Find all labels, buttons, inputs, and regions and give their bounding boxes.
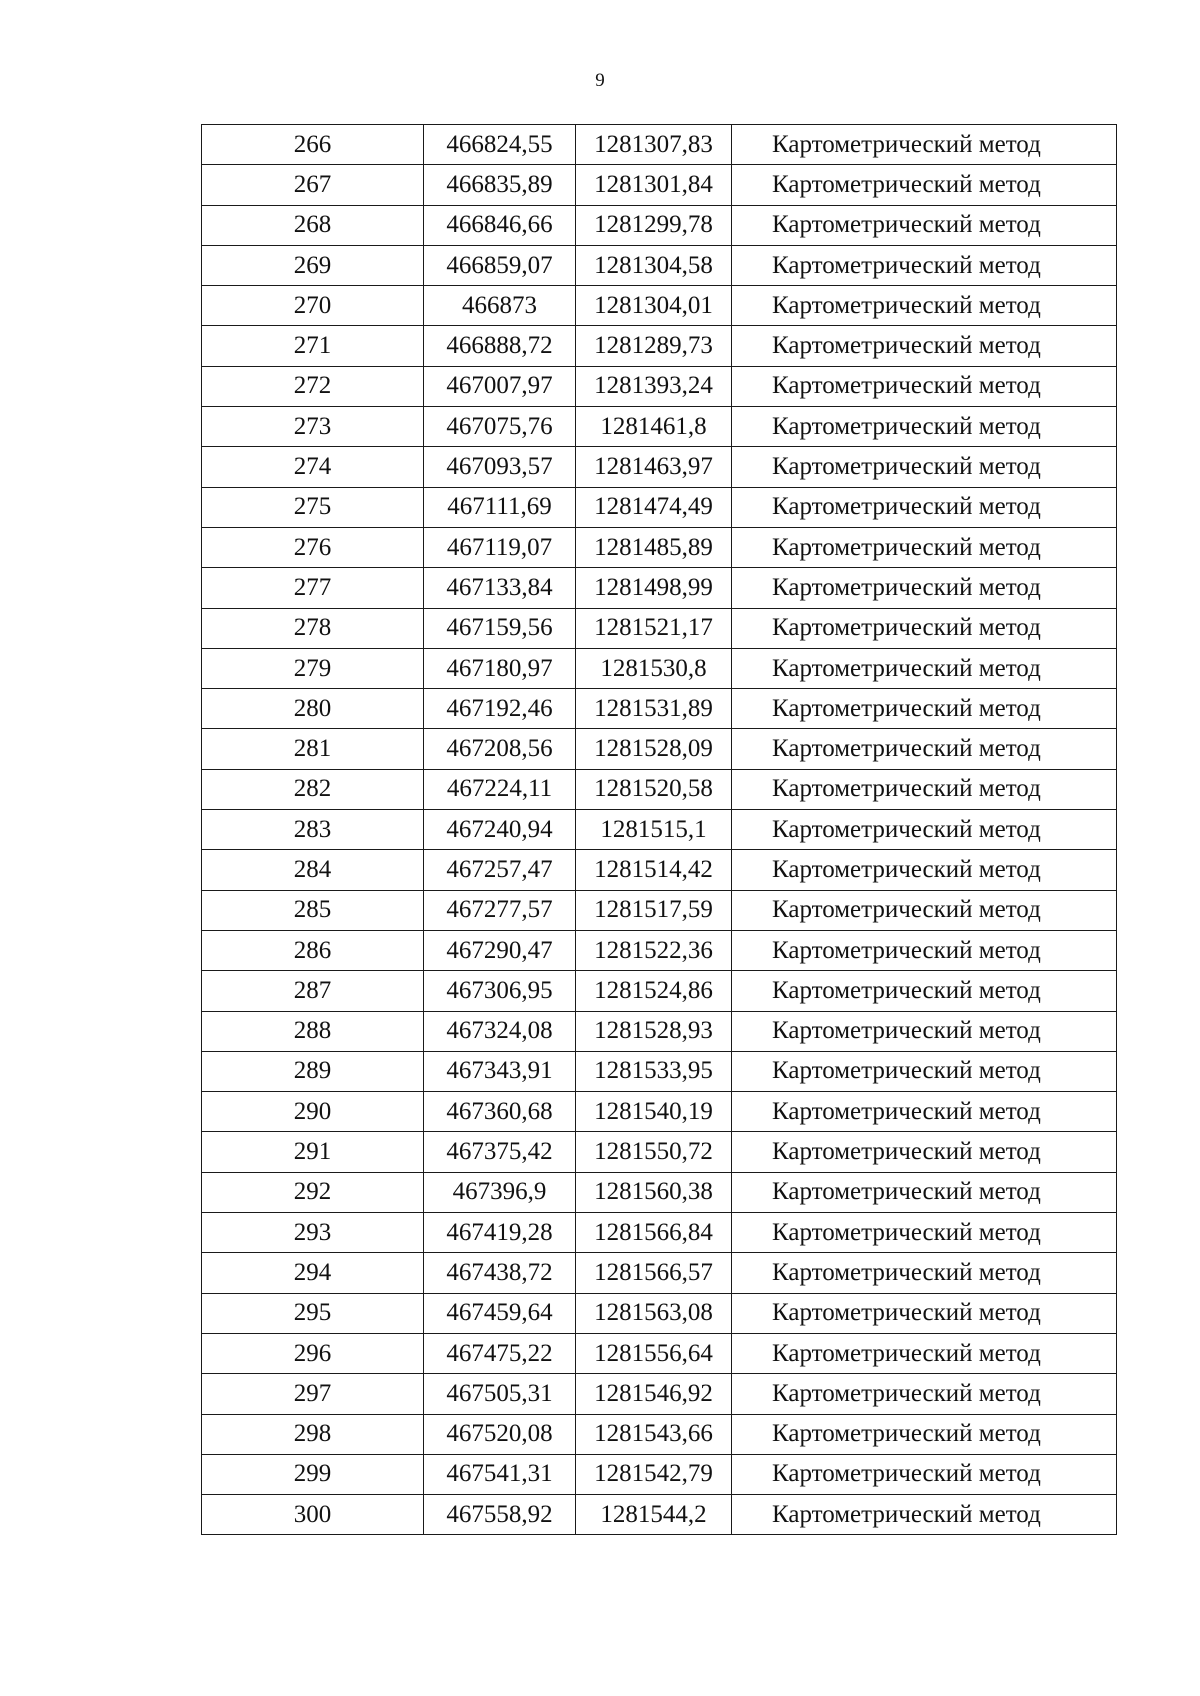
y-coordinate-cell: 1281533,95	[576, 1051, 732, 1091]
y-coordinate-cell: 1281563,08	[576, 1293, 732, 1333]
point-number-cell: 285	[202, 890, 424, 930]
point-number-cell: 271	[202, 326, 424, 366]
y-coordinate-cell: 1281515,1	[576, 810, 732, 850]
y-coordinate-cell: 1281528,93	[576, 1011, 732, 1051]
method-cell: Картометрический метод	[732, 286, 1117, 326]
point-number-cell: 270	[202, 286, 424, 326]
table-row	[202, 366, 1117, 406]
y-coordinate-cell: 1281461,8	[576, 407, 732, 447]
point-number-cell: 292	[202, 1172, 424, 1212]
x-coordinate-cell: 467541,31	[424, 1454, 576, 1494]
y-coordinate-cell: 1281521,17	[576, 608, 732, 648]
method-cell: Картометрический метод	[732, 165, 1117, 205]
x-coordinate-cell: 467224,11	[424, 769, 576, 809]
table-row	[202, 1454, 1117, 1494]
method-cell: Картометрический метод	[732, 487, 1117, 527]
point-number-cell: 277	[202, 568, 424, 608]
point-number-cell: 284	[202, 850, 424, 890]
table-row	[202, 165, 1117, 205]
x-coordinate-cell: 467375,42	[424, 1132, 576, 1172]
table-row	[202, 125, 1117, 165]
x-coordinate-cell: 467075,76	[424, 407, 576, 447]
table-row	[202, 487, 1117, 527]
x-coordinate-cell: 467159,56	[424, 608, 576, 648]
table-row	[202, 1132, 1117, 1172]
table-row	[202, 1011, 1117, 1051]
x-coordinate-cell: 467180,97	[424, 648, 576, 688]
x-coordinate-cell: 467396,9	[424, 1172, 576, 1212]
x-coordinate-cell: 467520,08	[424, 1414, 576, 1454]
method-cell: Картометрический метод	[732, 1374, 1117, 1414]
table-row	[202, 930, 1117, 970]
page-number: 9	[595, 70, 605, 91]
x-coordinate-cell: 466824,55	[424, 125, 576, 165]
table-row	[202, 568, 1117, 608]
x-coordinate-cell: 467475,22	[424, 1333, 576, 1373]
point-number-cell: 295	[202, 1293, 424, 1333]
x-coordinate-cell: 467306,95	[424, 971, 576, 1011]
point-number-cell: 299	[202, 1454, 424, 1494]
table-row	[202, 205, 1117, 245]
y-coordinate-cell: 1281522,36	[576, 930, 732, 970]
y-coordinate-cell: 1281544,2	[576, 1495, 732, 1535]
y-coordinate-cell: 1281514,42	[576, 850, 732, 890]
method-cell: Картометрический метод	[732, 1454, 1117, 1494]
table-row	[202, 326, 1117, 366]
y-coordinate-cell: 1281289,73	[576, 326, 732, 366]
table-row	[202, 608, 1117, 648]
point-number-cell: 272	[202, 366, 424, 406]
table-row	[202, 1051, 1117, 1091]
y-coordinate-cell: 1281530,8	[576, 648, 732, 688]
table-row	[202, 769, 1117, 809]
y-coordinate-cell: 1281542,79	[576, 1454, 732, 1494]
x-coordinate-cell: 467324,08	[424, 1011, 576, 1051]
y-coordinate-cell: 1281556,64	[576, 1333, 732, 1373]
x-coordinate-cell: 467119,07	[424, 527, 576, 567]
point-number-cell: 274	[202, 447, 424, 487]
method-cell: Картометрический метод	[732, 1011, 1117, 1051]
point-number-cell: 287	[202, 971, 424, 1011]
point-number-cell: 294	[202, 1253, 424, 1293]
x-coordinate-cell: 467360,68	[424, 1092, 576, 1132]
point-number-cell: 289	[202, 1051, 424, 1091]
table-row	[202, 527, 1117, 567]
x-coordinate-cell: 467111,69	[424, 487, 576, 527]
point-number-cell: 267	[202, 165, 424, 205]
point-number-cell: 291	[202, 1132, 424, 1172]
method-cell: Картометрический метод	[732, 326, 1117, 366]
y-coordinate-cell: 1281546,92	[576, 1374, 732, 1414]
table-row	[202, 286, 1117, 326]
method-cell: Картометрический метод	[732, 1213, 1117, 1253]
table-row	[202, 729, 1117, 769]
y-coordinate-cell: 1281531,89	[576, 689, 732, 729]
x-coordinate-cell: 467419,28	[424, 1213, 576, 1253]
y-coordinate-cell: 1281540,19	[576, 1092, 732, 1132]
point-number-cell: 300	[202, 1495, 424, 1535]
x-coordinate-cell: 467459,64	[424, 1293, 576, 1333]
table-row	[202, 407, 1117, 447]
y-coordinate-cell: 1281520,58	[576, 769, 732, 809]
method-cell: Картометрический метод	[732, 729, 1117, 769]
point-number-cell: 280	[202, 689, 424, 729]
y-coordinate-cell: 1281304,58	[576, 245, 732, 285]
point-number-cell: 296	[202, 1333, 424, 1373]
table-row	[202, 890, 1117, 930]
method-cell: Картометрический метод	[732, 1333, 1117, 1373]
point-number-cell: 293	[202, 1213, 424, 1253]
x-coordinate-cell: 467558,92	[424, 1495, 576, 1535]
table-row	[202, 648, 1117, 688]
y-coordinate-cell: 1281498,99	[576, 568, 732, 608]
y-coordinate-cell: 1281528,09	[576, 729, 732, 769]
x-coordinate-cell: 467277,57	[424, 890, 576, 930]
y-coordinate-cell: 1281550,72	[576, 1132, 732, 1172]
point-number-cell: 278	[202, 608, 424, 648]
y-coordinate-cell: 1281517,59	[576, 890, 732, 930]
coordinates-table-body	[202, 125, 1117, 1535]
y-coordinate-cell: 1281307,83	[576, 125, 732, 165]
y-coordinate-cell: 1281566,84	[576, 1213, 732, 1253]
method-cell: Картометрический метод	[732, 1253, 1117, 1293]
point-number-cell: 290	[202, 1092, 424, 1132]
table-row	[202, 971, 1117, 1011]
x-coordinate-cell: 467240,94	[424, 810, 576, 850]
table-row	[202, 1293, 1117, 1333]
method-cell: Картометрический метод	[732, 205, 1117, 245]
x-coordinate-cell: 467133,84	[424, 568, 576, 608]
method-cell: Картометрический метод	[732, 366, 1117, 406]
x-coordinate-cell: 467093,57	[424, 447, 576, 487]
point-number-cell: 268	[202, 205, 424, 245]
y-coordinate-cell: 1281485,89	[576, 527, 732, 567]
method-cell: Картометрический метод	[732, 769, 1117, 809]
y-coordinate-cell: 1281304,01	[576, 286, 732, 326]
y-coordinate-cell: 1281566,57	[576, 1253, 732, 1293]
table-row	[202, 1495, 1117, 1535]
y-coordinate-cell: 1281299,78	[576, 205, 732, 245]
table-row	[202, 1172, 1117, 1212]
point-number-cell: 286	[202, 930, 424, 970]
table-row	[202, 1414, 1117, 1454]
table-row	[202, 1374, 1117, 1414]
point-number-cell: 276	[202, 527, 424, 567]
method-cell: Картометрический метод	[732, 527, 1117, 567]
table-row	[202, 447, 1117, 487]
method-cell: Картометрический метод	[732, 447, 1117, 487]
coordinates-table	[201, 124, 1117, 1535]
method-cell: Картометрический метод	[732, 407, 1117, 447]
x-coordinate-cell: 467290,47	[424, 930, 576, 970]
point-number-cell: 279	[202, 648, 424, 688]
method-cell: Картометрический метод	[732, 608, 1117, 648]
x-coordinate-cell: 466859,07	[424, 245, 576, 285]
method-cell: Картометрический метод	[732, 245, 1117, 285]
x-coordinate-cell: 467208,56	[424, 729, 576, 769]
method-cell: Картометрический метод	[732, 568, 1117, 608]
y-coordinate-cell: 1281301,84	[576, 165, 732, 205]
point-number-cell: 298	[202, 1414, 424, 1454]
point-number-cell: 283	[202, 810, 424, 850]
table-row	[202, 689, 1117, 729]
point-number-cell: 269	[202, 245, 424, 285]
point-number-cell: 282	[202, 769, 424, 809]
method-cell: Картометрический метод	[732, 850, 1117, 890]
method-cell: Картометрический метод	[732, 1293, 1117, 1333]
x-coordinate-cell: 467505,31	[424, 1374, 576, 1414]
x-coordinate-cell: 467192,46	[424, 689, 576, 729]
method-cell: Картометрический метод	[732, 1132, 1117, 1172]
table-row	[202, 1092, 1117, 1132]
table-row	[202, 1253, 1117, 1293]
x-coordinate-cell: 466873	[424, 286, 576, 326]
method-cell: Картометрический метод	[732, 1495, 1117, 1535]
x-coordinate-cell: 466835,89	[424, 165, 576, 205]
method-cell: Картометрический метод	[732, 890, 1117, 930]
table-row	[202, 810, 1117, 850]
x-coordinate-cell: 467257,47	[424, 850, 576, 890]
x-coordinate-cell: 467007,97	[424, 366, 576, 406]
method-cell: Картометрический метод	[732, 689, 1117, 729]
table-row	[202, 1333, 1117, 1373]
x-coordinate-cell: 466846,66	[424, 205, 576, 245]
method-cell: Картометрический метод	[732, 1051, 1117, 1091]
table-row	[202, 1213, 1117, 1253]
x-coordinate-cell: 467343,91	[424, 1051, 576, 1091]
y-coordinate-cell: 1281560,38	[576, 1172, 732, 1212]
method-cell: Картометрический метод	[732, 648, 1117, 688]
y-coordinate-cell: 1281463,97	[576, 447, 732, 487]
x-coordinate-cell: 466888,72	[424, 326, 576, 366]
method-cell: Картометрический метод	[732, 810, 1117, 850]
y-coordinate-cell: 1281543,66	[576, 1414, 732, 1454]
point-number-cell: 273	[202, 407, 424, 447]
point-number-cell: 266	[202, 125, 424, 165]
y-coordinate-cell: 1281393,24	[576, 366, 732, 406]
method-cell: Картометрический метод	[732, 930, 1117, 970]
method-cell: Картометрический метод	[732, 1414, 1117, 1454]
method-cell: Картометрический метод	[732, 1172, 1117, 1212]
table-row	[202, 245, 1117, 285]
method-cell: Картометрический метод	[732, 971, 1117, 1011]
y-coordinate-cell: 1281524,86	[576, 971, 732, 1011]
point-number-cell: 275	[202, 487, 424, 527]
point-number-cell: 281	[202, 729, 424, 769]
method-cell: Картометрический метод	[732, 125, 1117, 165]
x-coordinate-cell: 467438,72	[424, 1253, 576, 1293]
y-coordinate-cell: 1281474,49	[576, 487, 732, 527]
point-number-cell: 297	[202, 1374, 424, 1414]
method-cell: Картометрический метод	[732, 1092, 1117, 1132]
table-row	[202, 850, 1117, 890]
point-number-cell: 288	[202, 1011, 424, 1051]
